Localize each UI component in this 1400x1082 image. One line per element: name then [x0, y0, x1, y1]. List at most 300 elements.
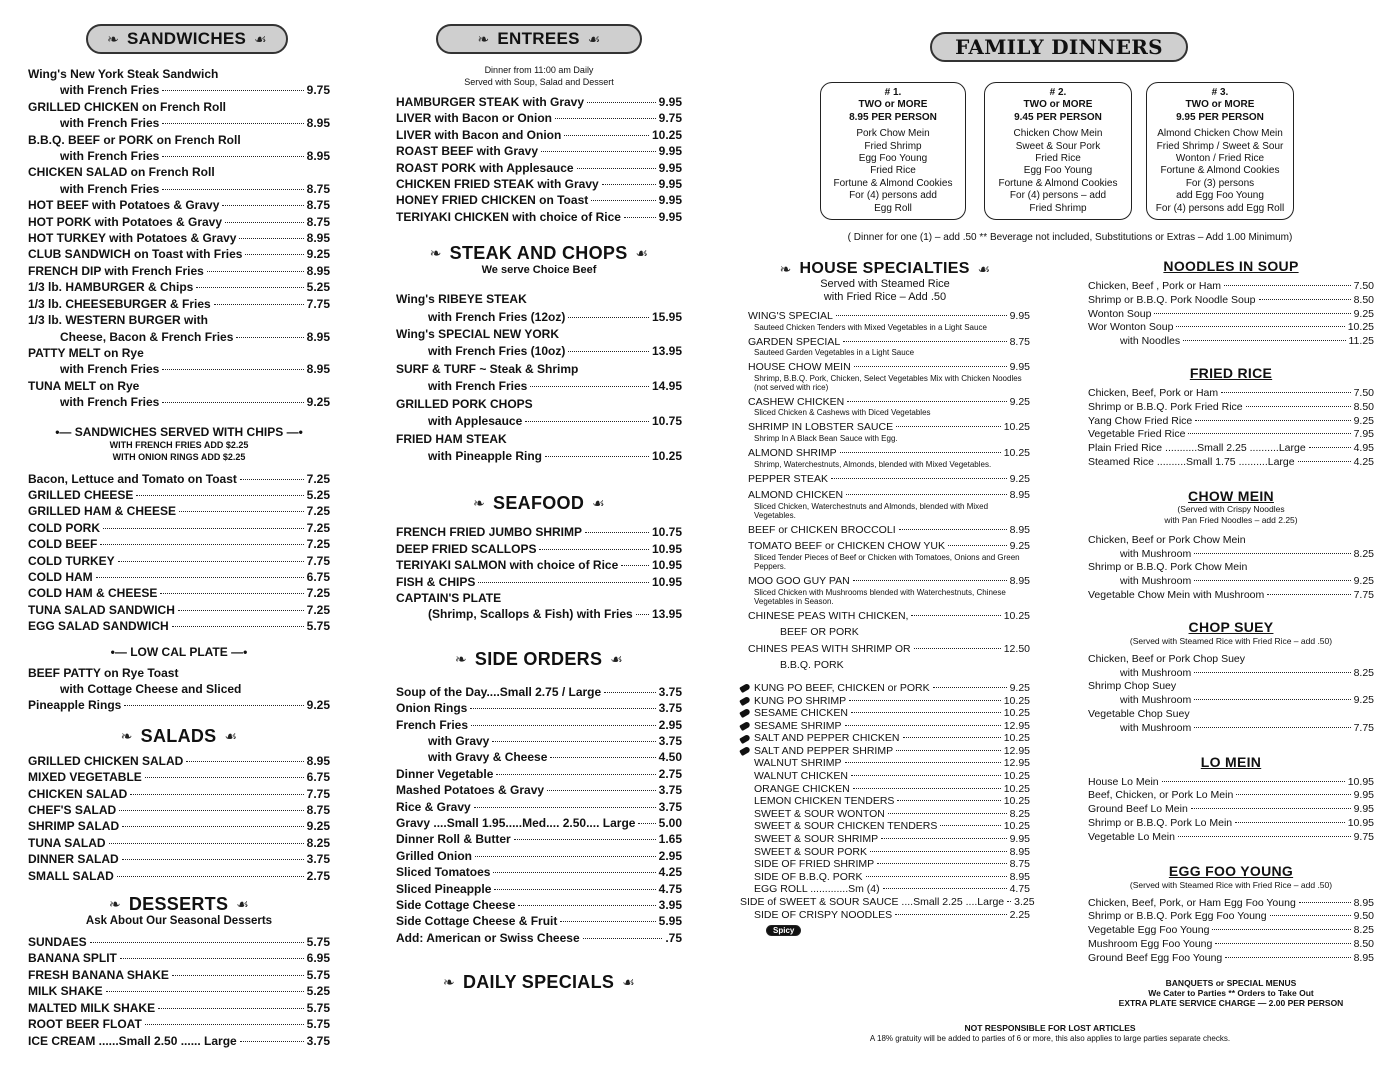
egg-foo-young-sub: (Served with Steamed Rice with Fried Rice – add .50) — [1129, 879, 1333, 890]
dot-leader — [172, 975, 304, 976]
dot-leader — [914, 648, 1001, 649]
chop-suey-list — [1088, 653, 1374, 736]
dot-leader — [1154, 313, 1350, 314]
house-sub1: Served with Steamed Rice — [820, 278, 950, 290]
item-price: 2.75 — [658, 766, 682, 781]
extra-plate-note: EXTRA PLATE SERVICE CHARGE — 2.00 PER PERSON — [1118, 997, 1344, 1008]
item-name: Vegetable Lo Mein — [1088, 830, 1175, 843]
item-name: Add: American or Swiss Cheese — [396, 930, 580, 945]
dot-leader — [547, 790, 656, 791]
item-price: 9.95 — [658, 193, 682, 208]
dot-leader — [1195, 420, 1350, 421]
item-price: 9.25 — [1009, 540, 1030, 553]
item-name: KUNG PO BEEF, CHICKEN or PORK — [754, 681, 930, 694]
menu-item — [28, 950, 330, 966]
item-price: 9.25 — [1353, 307, 1374, 320]
item-price: 8.50 — [1353, 937, 1374, 950]
menu-item — [1088, 442, 1374, 456]
item-price: 9.95 — [1009, 361, 1030, 374]
chips-note-1: WITH FRENCH FRIES ADD $2.25 — [109, 439, 249, 450]
item-name: CASHEW CHICKEN — [748, 395, 845, 408]
item-price: 1.65 — [658, 832, 682, 847]
option-num: # 2. — [1049, 87, 1067, 98]
menu-item — [748, 643, 1030, 656]
menu-item — [28, 769, 330, 785]
item-name: House Lo Mein — [1088, 775, 1159, 788]
option-num: # 1. — [884, 87, 902, 98]
dot-leader — [178, 610, 304, 611]
item-price: 8.75 — [306, 803, 330, 818]
chow-mein-sub1: (Served with Crispy Noodles — [1177, 503, 1285, 514]
dot-leader — [196, 287, 303, 288]
item-name: SHRIMP SALAD — [28, 819, 120, 834]
item-name: ROAST BEEF with Gravy — [396, 144, 539, 159]
item-price: 7.75 — [1353, 721, 1374, 734]
menu-item — [1088, 308, 1374, 322]
dot-leader — [496, 774, 655, 775]
dot-leader — [1178, 836, 1351, 837]
item-name: WALNUT SHRIMP — [754, 757, 842, 770]
menu-item — [396, 291, 682, 307]
menu-item — [28, 753, 330, 769]
item-price: 8.25 — [1353, 547, 1374, 560]
dot-leader — [883, 888, 1007, 889]
house-header: ❧ HOUSE SPECIALTIES ☙ — [779, 260, 991, 277]
item-price: 8.25 — [1009, 807, 1030, 820]
item-name: B.B.Q. BEEF or PORK on French Roll — [28, 132, 241, 147]
item-name: 1/3 lb. CHEESEBURGER & Fries — [28, 296, 211, 311]
family-dinner-option-1 — [820, 82, 966, 220]
item-price: 9.25 — [1353, 694, 1374, 707]
item-name: ROOT BEER FLOAT — [28, 1017, 142, 1032]
item-name: TUNA SALAD — [28, 835, 106, 850]
item-name: Wing's SPECIAL NEW YORK — [396, 327, 559, 342]
item-price: 2.95 — [658, 717, 682, 732]
dot-leader — [103, 528, 304, 529]
item-price: 10.25 — [1003, 795, 1030, 808]
dot-leader — [530, 386, 649, 387]
item-description: Sliced Chicken, Waterchestnuts and Almonds, blended with Mixed Vegetables. — [754, 501, 989, 520]
dot-leader — [836, 315, 1007, 316]
menu-item — [396, 326, 682, 342]
ornament-icon: ☙ — [254, 30, 268, 47]
menu-item — [28, 164, 330, 180]
dot-leader — [845, 762, 1001, 763]
item-price: 9.95 — [1009, 833, 1030, 846]
menu-item — [396, 431, 682, 447]
entrees-sub1: Dinner from 11:00 am Daily — [484, 65, 594, 75]
item-price: 12.95 — [1003, 744, 1030, 757]
dot-leader — [846, 494, 1006, 495]
item-name: with French Fries — [60, 362, 160, 377]
dot-leader — [162, 123, 303, 124]
item-price: 8.95 — [306, 329, 330, 344]
item-price: 2.75 — [306, 868, 330, 883]
dot-leader — [545, 456, 649, 457]
dot-leader — [106, 991, 304, 992]
menu-item — [1088, 680, 1374, 694]
item-price: 12.50 — [1003, 642, 1030, 655]
menu-item — [740, 858, 1030, 871]
item-name: Chicken, Beef , Pork or Ham — [1088, 280, 1222, 292]
dot-leader — [1298, 461, 1351, 462]
menu-item — [28, 802, 330, 818]
dot-leader — [1270, 915, 1351, 916]
dot-leader — [896, 750, 1001, 751]
item-price: 10.25 — [1003, 421, 1030, 434]
item-name: SESAME CHICKEN — [754, 707, 848, 720]
menu-item — [740, 757, 1030, 770]
item-price: 8.75 — [306, 214, 330, 229]
item-price: 8.95 — [1353, 896, 1374, 909]
menu-item — [740, 820, 1030, 833]
menu-item — [396, 160, 682, 176]
dot-leader — [636, 614, 649, 615]
banquets-note: BANQUETS or SPECIAL MENUS — [1165, 977, 1297, 988]
option-line: Egg Foo Young — [858, 153, 928, 165]
item-name: Onion Rings — [396, 701, 468, 716]
family-dinner-option-2 — [984, 82, 1132, 220]
menu-item — [28, 786, 330, 802]
item-description: Shrimp In A Black Bean Sauce with Egg. — [754, 433, 898, 443]
item-name: HOT BEEF with Potatoes & Gravy — [28, 198, 220, 213]
item-name: GRILLED PORK CHOPS — [396, 396, 533, 411]
menu-item — [1088, 722, 1374, 736]
menu-item — [396, 848, 682, 864]
menu-item — [740, 707, 1030, 720]
dot-leader — [122, 859, 304, 860]
item-price: 8.50 — [1353, 400, 1374, 413]
item-price: 8.95 — [306, 362, 330, 377]
menu-item — [28, 345, 330, 361]
menu-item — [28, 361, 330, 377]
menu-item — [748, 659, 1030, 672]
dot-leader — [145, 777, 304, 778]
dot-leader — [494, 889, 655, 890]
menu-item — [740, 833, 1030, 846]
menu-item — [748, 473, 1030, 486]
item-name: SESAME SHRIMP — [754, 719, 842, 732]
option-line: For (3) persons — [1185, 177, 1255, 189]
item-name: Soup of the Day....Small 2.75 / Large — [396, 684, 602, 699]
item-price: 8.95 — [1009, 574, 1030, 587]
dot-leader — [854, 366, 1007, 367]
item-name: with Mushroom — [1120, 666, 1192, 679]
noodles-list — [1088, 280, 1374, 349]
item-price: 9.75 — [306, 83, 330, 98]
item-name: HONEY FRIED CHICKEN on Toast — [396, 193, 589, 208]
item-name: EGG ROLL .............Sm (4) — [754, 883, 880, 896]
chips-note-2: WITH ONION RINGS ADD $2.25 — [112, 451, 246, 462]
menu-item — [396, 733, 682, 749]
item-description: Shrimp, B.B.Q. Pork, Chicken, Select Vegetables Mix with Chicken Noodles (not served with rice) — [754, 373, 1022, 392]
menu-item — [396, 700, 682, 716]
item-name: FRENCH FRIED JUMBO SHRIMP — [396, 525, 583, 540]
item-name: SALT AND PEPPER CHICKEN — [754, 732, 900, 745]
item-price: 10.75 — [651, 414, 682, 429]
item-price: 7.25 — [306, 586, 330, 601]
menu-item — [28, 503, 330, 519]
item-name: LIVER with Bacon and Onion — [396, 127, 562, 142]
chow-mein-header: CHOW MEIN — [1188, 487, 1274, 504]
item-name: GRILLED CHEESE — [28, 487, 134, 502]
desserts-list — [28, 934, 330, 1049]
dot-leader — [179, 511, 304, 512]
option-line: Fried Shrimp — [1029, 202, 1087, 214]
dot-leader — [853, 580, 1007, 581]
dot-leader — [162, 156, 303, 157]
menu-item — [740, 896, 1035, 909]
menu-item — [396, 717, 682, 733]
item-name: LIVER with Bacon or Onion — [396, 111, 552, 126]
menu-item — [396, 684, 682, 700]
dot-leader — [1246, 406, 1351, 407]
menu-item — [28, 82, 330, 98]
menu-item — [1088, 897, 1374, 911]
menu-item — [740, 695, 1030, 708]
dot-leader — [1194, 699, 1350, 700]
menu-item — [740, 770, 1030, 783]
dot-leader — [587, 102, 656, 103]
item-name: ICE CREAM ......Small 2.50 ...... Large — [28, 1033, 237, 1048]
item-name: with Mushroom — [1120, 547, 1192, 560]
menu-item — [1088, 817, 1374, 831]
item-description: Sliced Tender Pieces of Beef or Chicken with Tomatoes, Onions and Green Peppers. — [754, 552, 1020, 571]
menu-item — [396, 343, 682, 359]
menu-item — [748, 540, 1030, 553]
dot-leader — [478, 582, 649, 583]
dot-leader — [843, 341, 1006, 342]
item-price: 7.25 — [306, 504, 330, 519]
item-price: 8.95 — [306, 116, 330, 131]
item-price: 10.25 — [1003, 694, 1030, 707]
dot-leader — [903, 737, 1001, 738]
menu-item — [1088, 708, 1374, 722]
dot-leader — [851, 712, 1001, 713]
item-price: 7.25 — [306, 537, 330, 552]
item-description: Sliced Chicken & Cashews with Diced Vegetables — [754, 408, 931, 418]
item-name: CHICKEN SALAD — [28, 786, 128, 801]
item-price: 8.95 — [306, 149, 330, 164]
dot-leader — [849, 700, 1001, 701]
menu-item — [28, 967, 330, 983]
item-price: 4.25 — [1353, 455, 1374, 468]
item-price: 9.25 — [1353, 575, 1374, 588]
menu-item — [1088, 415, 1374, 429]
dot-leader — [1191, 808, 1351, 809]
menu-item — [28, 585, 330, 601]
item-price: 8.95 — [1009, 845, 1030, 858]
item-price: 9.25 — [1353, 414, 1374, 427]
dot-leader — [1259, 299, 1351, 300]
item-name: ALMOND SHRIMP — [748, 446, 837, 459]
menu-item — [396, 524, 682, 540]
item-price: 3.75 — [306, 1033, 330, 1048]
chips-header: •— SANDWICHES SERVED WITH CHIPS —• — [55, 424, 303, 439]
item-name: TUNA MELT on Rye — [28, 378, 140, 393]
item-name: Vegetable Egg Foo Young — [1088, 924, 1210, 937]
sides-list — [396, 684, 682, 947]
spicy-legend — [740, 925, 1030, 936]
chow-mein-list — [1088, 534, 1374, 603]
sandwiches-header — [86, 24, 288, 54]
dot-leader — [568, 317, 649, 318]
menu-item — [396, 799, 682, 815]
menu-item — [748, 310, 1030, 323]
house-specialties — [740, 260, 1035, 936]
item-price: 10.95 — [651, 574, 682, 589]
item-price: 4.95 — [1353, 442, 1374, 455]
menu-item — [396, 831, 682, 847]
dot-leader — [831, 478, 1007, 479]
item-name: Sliced Pineapple — [396, 881, 492, 896]
item-price: 11.25 — [1348, 335, 1374, 348]
menu-item — [396, 749, 682, 765]
item-name: Wing's New York Steak Sandwich — [28, 67, 219, 81]
option-line: Egg Foo Young — [1023, 165, 1093, 177]
item-name: Cheese, Bacon & French Fries — [60, 329, 234, 344]
option-line: Fried Rice — [870, 165, 916, 177]
dot-leader — [851, 775, 1001, 776]
item-price: 9.95 — [658, 144, 682, 159]
menu-item — [28, 99, 330, 115]
item-name: HOT PORK with Potatoes & Gravy — [28, 214, 223, 229]
fried-rice-list — [1088, 387, 1374, 470]
menu-item — [28, 934, 330, 950]
menu-item — [1088, 694, 1374, 708]
item-name: Gravy ....Small 1.95.....Med.... 2.50.... Large — [396, 816, 636, 830]
dot-leader — [1235, 822, 1345, 823]
menu-item — [28, 279, 330, 295]
item-name: Sliced Tomatoes — [396, 865, 491, 880]
item-price: 8.75 — [1009, 335, 1030, 348]
steak-list — [396, 291, 682, 465]
dot-leader — [525, 421, 649, 422]
item-price: 9.25 — [306, 395, 330, 410]
menu-item — [1088, 294, 1374, 308]
menu-item — [1088, 561, 1374, 575]
menu-item — [28, 868, 330, 884]
gratuity-note: A 18% gratuity will be added to parties of 6 or more, this also applies to large parties separate checks. — [869, 1034, 1231, 1043]
item-name: Steamed Rice ..........Small 1.75 ..........Large — [1088, 455, 1295, 468]
item-name: PATTY MELT on Rye — [28, 345, 144, 360]
spicy-pepper-icon — [739, 746, 751, 756]
item-price: 10.95 — [1347, 775, 1374, 788]
dot-leader — [560, 921, 655, 922]
menu-item — [396, 897, 682, 913]
item-price: 4.75 — [1009, 883, 1030, 896]
dot-leader — [222, 205, 303, 206]
menu-item — [1088, 589, 1374, 603]
menu-item — [1088, 428, 1374, 442]
sandwiches-title: SANDWICHES — [127, 29, 247, 48]
item-name: CHINESE PEAS WITH CHICKEN, — [748, 609, 909, 622]
dot-leader — [1194, 580, 1350, 581]
item-name: Bacon, Lettuce and Tomato on Toast — [28, 471, 237, 486]
seafood-header: ❧ SEAFOOD ☙ — [473, 493, 605, 514]
item-price: 10.25 — [1003, 782, 1030, 795]
menu-item — [28, 520, 330, 536]
menu-item — [28, 329, 330, 345]
item-price: 10.25 — [1347, 321, 1374, 334]
menu-item — [28, 1000, 330, 1016]
dot-leader — [518, 905, 655, 906]
item-name: KUNG PO SHRIMP — [754, 694, 847, 707]
dot-leader — [1183, 340, 1345, 341]
item-price: 8.25 — [1353, 924, 1374, 937]
menu-item — [740, 745, 1030, 758]
item-name: SHRIMP IN LOBSTER SAUCE — [748, 421, 894, 434]
menu-item — [28, 1016, 330, 1032]
item-price: 2.25 — [1009, 908, 1030, 921]
menu-item — [28, 181, 330, 197]
item-name: MALTED MILK SHAKE — [28, 1000, 156, 1015]
menu-item — [28, 197, 330, 213]
item-name: FRIED HAM STEAK — [396, 431, 507, 446]
entrees-sub2: Served with Soup, Salad and Dessert — [464, 77, 614, 87]
menu-item — [1088, 280, 1374, 294]
column-1 — [28, 0, 330, 1049]
item-name: SALT AND PEPPER SHRIMP — [754, 744, 894, 757]
item-name: TOMATO BEEF or CHICKEN CHOW YUK — [748, 540, 945, 553]
lowcal-header: •— LOW CAL PLATE —• — [110, 644, 248, 659]
dot-leader — [624, 217, 656, 218]
dot-leader — [1194, 727, 1350, 728]
item-name: BANANA SPLIT — [28, 951, 117, 966]
item-name: Chicken, Beef or Pork Chow Mein — [1088, 533, 1246, 546]
dot-leader — [888, 813, 1007, 814]
item-name: ALMOND CHICKEN — [748, 489, 844, 502]
item-description: Shrimp, Waterchestnuts, Almonds, blended with Mixed Vegetables. — [754, 459, 992, 469]
family-dinners-title: FAMILY DINNERS — [955, 35, 1163, 59]
item-name: with Pineapple Ring — [428, 448, 543, 463]
dot-leader — [136, 495, 303, 496]
option-num: # 3. — [1211, 87, 1229, 98]
option-line: Chicken Chow Mein — [1013, 128, 1103, 140]
option-line: Fortune & Almond Cookies — [998, 177, 1118, 189]
item-name: with French Fries (12oz) — [428, 309, 566, 324]
lo-mein-header: LO MEIN — [1200, 753, 1262, 770]
item-price: 3.75 — [658, 783, 682, 798]
item-name: SIDE OF FRIED SHRIMP — [754, 858, 875, 871]
item-name: Vegetable Fried Rice — [1088, 428, 1186, 441]
dot-leader — [1309, 447, 1351, 448]
item-price: 10.25 — [1003, 820, 1030, 833]
item-name: EGG SALAD SANDWICH — [28, 619, 169, 634]
menu-item — [748, 489, 1030, 502]
option-line: For (4) persons add — [849, 190, 937, 202]
item-name: Shrimp or B.B.Q. Pork Fried Rice — [1088, 400, 1243, 413]
dot-leader — [585, 532, 649, 533]
item-name: with French Fries — [60, 116, 160, 131]
item-price: 5.75 — [306, 1017, 330, 1032]
item-name: with Mushroom — [1120, 721, 1192, 734]
menu-item — [28, 471, 330, 487]
dot-leader — [899, 529, 1007, 530]
menu-item — [740, 720, 1030, 733]
item-price: 9.95 — [658, 95, 682, 109]
item-price: 13.95 — [651, 607, 682, 622]
item-name: GRILLED CHICKEN SALAD — [28, 753, 184, 768]
item-price: 3.75 — [306, 852, 330, 867]
item-price: 4.25 — [658, 865, 682, 880]
item-price: 9.25 — [1009, 681, 1030, 694]
dot-leader — [162, 369, 303, 370]
item-name: 1/3 lb. HAMBURGER & Chips — [28, 280, 194, 295]
option-line: Fried Rice — [1035, 153, 1081, 165]
item-name: with French Fries — [428, 379, 528, 394]
item-name: DEEP FRIED SCALLOPS — [396, 541, 537, 556]
